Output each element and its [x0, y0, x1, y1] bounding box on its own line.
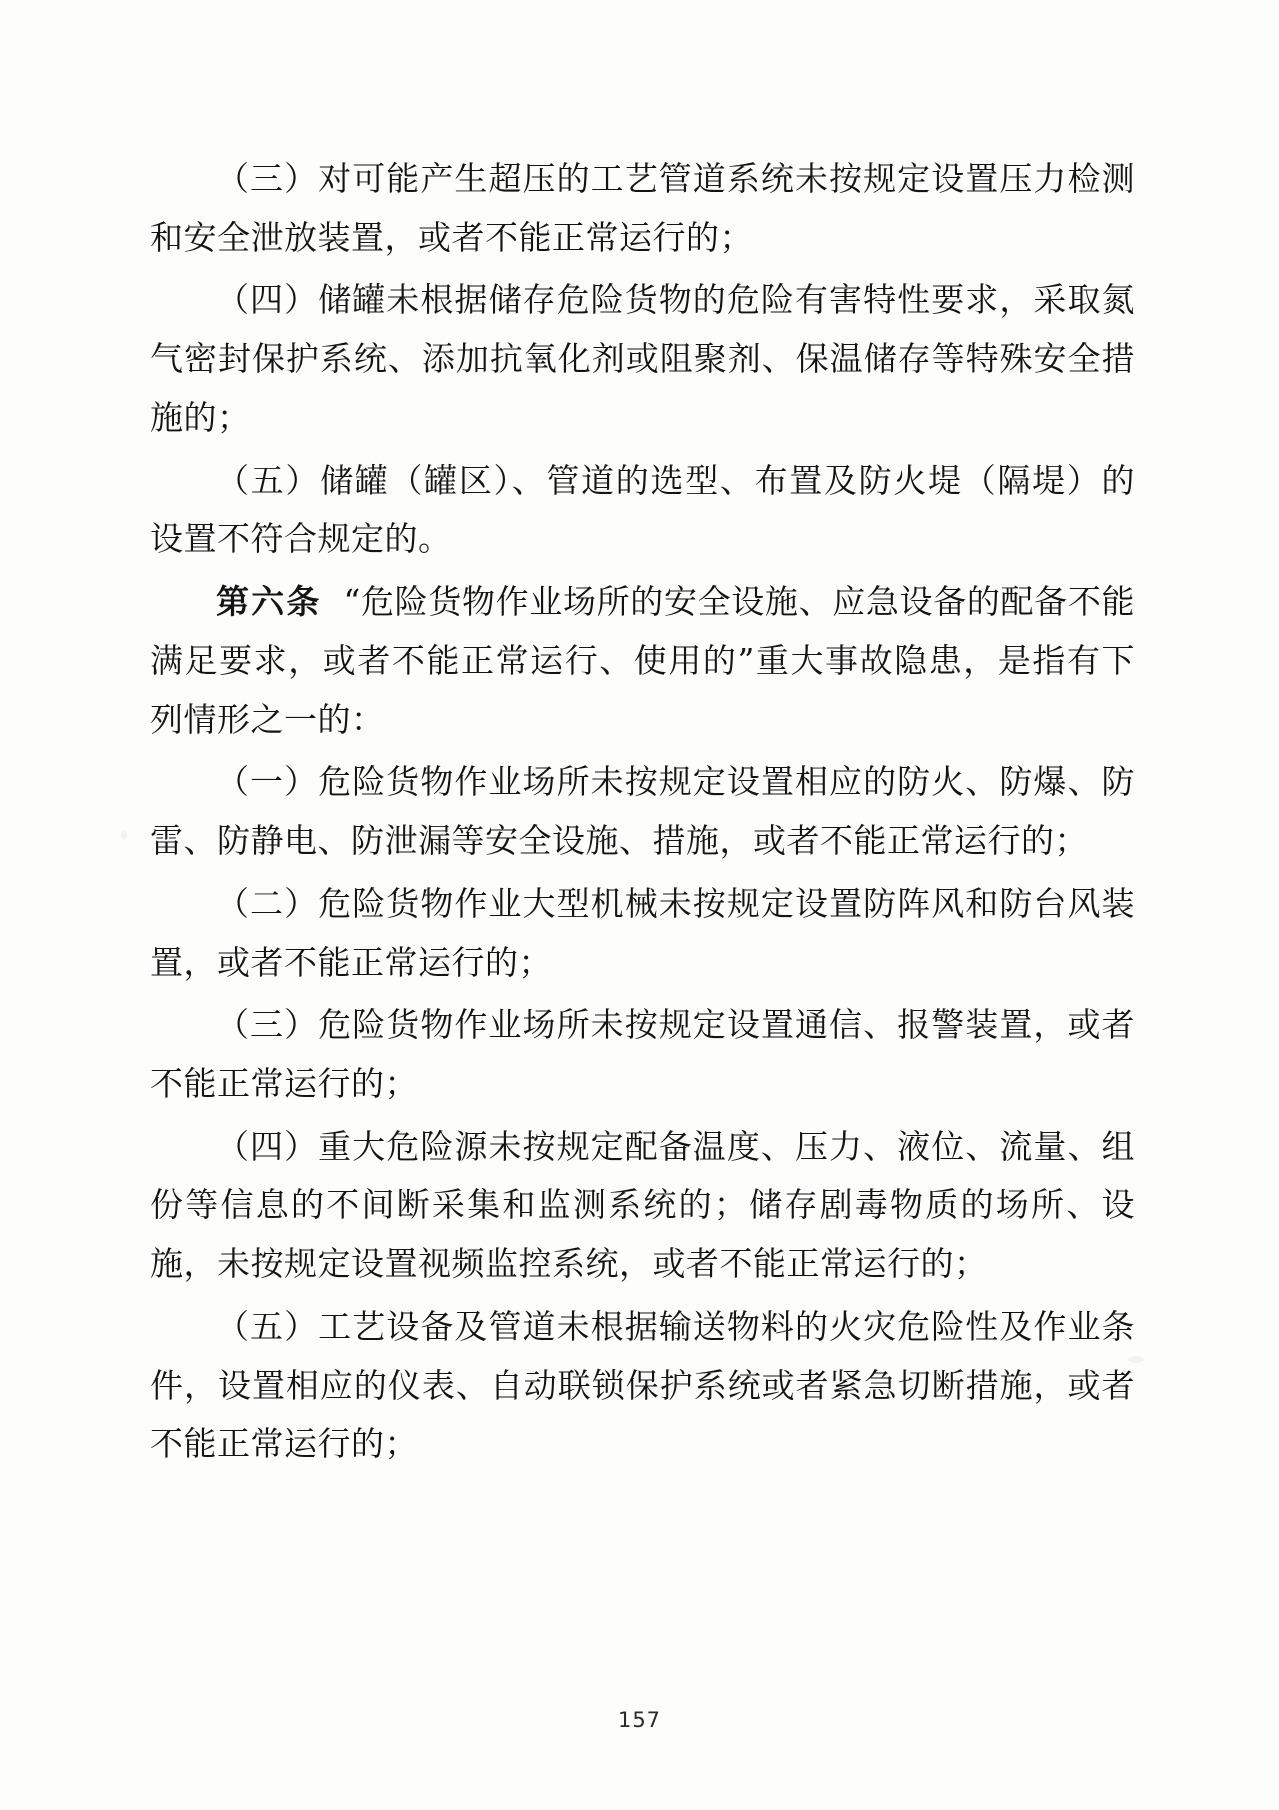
paragraph-text: （四）储罐未根据储存危险货物的危险有害特性要求，采取氮气密封保护系统、添加抗氧化剂或阻聚剂、保温储存等特殊安全措施的；	[150, 280, 1135, 437]
paragraph-article-6-clause-4	[150, 1118, 1135, 1294]
paragraph-clause-5-layout	[150, 452, 1135, 569]
paragraph-article-6-clause-3	[150, 996, 1135, 1113]
paragraph-article-6-clause-2	[150, 875, 1135, 992]
paragraph-clause-4-tank	[150, 271, 1135, 447]
paragraph-article-6	[150, 573, 1135, 749]
paragraph-text: （三）对可能产生超压的工艺管道系统未按规定设置压力检测和安全泄放装置，或者不能正常运行的；	[150, 159, 1135, 257]
paragraph-text: （三）危险货物作业场所未按规定设置通信、报警装置，或者不能正常运行的；	[150, 1005, 1135, 1104]
article-heading: 第六条	[216, 582, 322, 622]
paragraph-article-6-clause-5	[150, 1298, 1135, 1474]
paragraph-text: “危险货物作业场所的安全设施、应急设备的配备不能满足要求，或者不能正常运行、使用的”重大事故隐患，是指有下列情形之一的：	[150, 582, 1136, 739]
paragraph-text: （五）储罐（罐区）、管道的选型、布置及防火堤（隔堤）的设置不符合规定的。	[150, 460, 1135, 559]
paragraph-text: （五）工艺设备及管道未根据输送物料的火灾危险性及作业条件，设置相应的仪表、自动联锁保护系统或者紧急切断措施，或者不能正常运行的；	[150, 1306, 1135, 1464]
paragraph-text: （四）重大危险源未按规定配备温度、压力、液位、流量、组份等信息的不间断采集和监测系统的；储存剧毒物质的场所、设施，未按规定设置视频监控系统，或者不能正常运行的；	[150, 1126, 1135, 1284]
page-body	[150, 150, 1135, 1478]
paragraph-clause-3-pressure	[150, 150, 1135, 267]
scan-artifact	[121, 830, 127, 840]
page-number: 157	[617, 1708, 662, 1732]
paragraph-article-6-clause-1	[150, 753, 1135, 870]
paragraph-text: （一）危险货物作业场所未按规定设置相应的防火、防爆、防雷、防静电、防泄漏等安全设施、措施，或者不能正常运行的；	[150, 762, 1135, 861]
paragraph-text: （二）危险货物作业大型机械未按规定设置防阵风和防台风装置，或者不能正常运行的；	[150, 883, 1135, 982]
